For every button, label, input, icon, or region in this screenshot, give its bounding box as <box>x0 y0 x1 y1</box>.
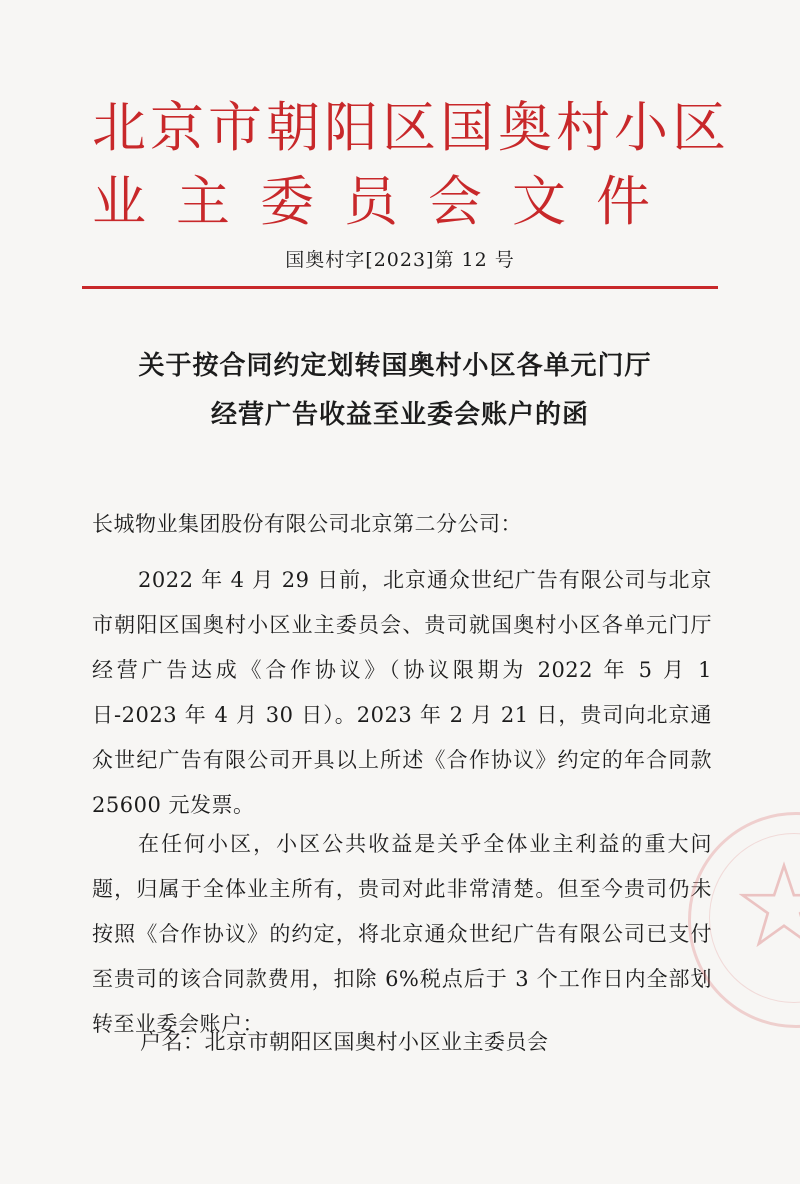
red-seal-star-icon <box>739 861 800 951</box>
body-paragraph-1: 2022 年 4 月 29 日前，北京通众世纪广告有限公司与北京市朝阳区国奥村小区业主委员会、贵司就国奥村小区各单元门厅经营广告达成《合作协议》（协议限期为 2022 年 5 月 1 日-2023 年 4 月 30 日）。2023 年 2 月 21 日，贵司向北京通众世纪广告有限公司开具以上所述《合作协议》约定的年合同款 25600 元发票。 <box>92 568 712 817</box>
account-name-line: 户名：北京市朝阳区国奥村小区业主委员会 <box>140 1030 549 1054</box>
header-title-line2: 业主委员会文件 <box>92 170 680 233</box>
header-title-line1: 北京市朝阳区国奥村小区 <box>92 96 730 159</box>
addressee: 长城物业集团股份有限公司北京第二分公司： <box>92 512 522 536</box>
document-number: 国奥村字[2023]第 12 号 <box>285 249 515 271</box>
header-divider <box>82 286 718 289</box>
subject-line2: 经营广告收益至业委会账户的函 <box>210 400 589 430</box>
body-paragraph-2: 在任何小区，小区公共收益是关乎全体业主利益的重大问题，归属于全体业主所有，贵司对此非常清楚。但至今贵司仍未按照《合作协议》的约定，将北京通众世纪广告有限公司已支付至贵司的该合同款费用，扣除 6%税点后于 3 个工作日内全部划转至业委会账户： <box>92 832 712 1036</box>
subject-line1: 关于按合同约定划转国奥村小区各单元门厅 <box>138 351 652 381</box>
